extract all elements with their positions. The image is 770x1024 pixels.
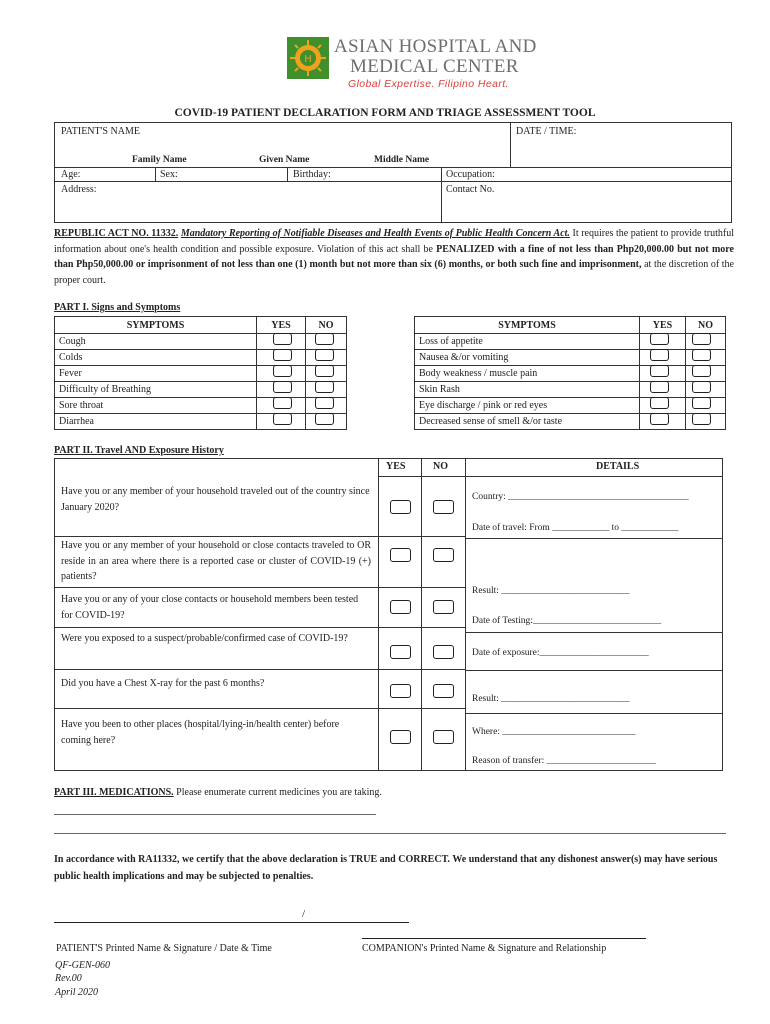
checkbox-travel-yes[interactable] bbox=[390, 500, 411, 514]
question-other-places: Have you been to other places (hospital/lying-in/health center) before coming here? bbox=[61, 719, 340, 746]
checkbox-appetite-no[interactable] bbox=[692, 333, 711, 345]
symptom-cough: Cough bbox=[55, 334, 257, 350]
symptom-eye-discharge: Eye discharge / pink or red eyes bbox=[415, 398, 640, 414]
birthday-label: Birthday: bbox=[293, 169, 331, 180]
detail-reason-transfer[interactable]: Reason of transfer: _______________________ bbox=[472, 756, 656, 766]
date-time-label: DATE / TIME: bbox=[516, 126, 577, 137]
hospital-name-line1: ASIAN HOSPITAL AND bbox=[334, 36, 537, 57]
form-date: April 2020 bbox=[55, 987, 99, 998]
no-header-right: NO bbox=[686, 317, 726, 334]
symptom-difficulty-breathing: Difficulty of Breathing bbox=[55, 382, 257, 398]
checkbox-weakness-yes[interactable] bbox=[650, 365, 669, 377]
yes-header-right: YES bbox=[640, 317, 686, 334]
symptom-fever: Fever bbox=[55, 366, 257, 382]
detail-test-result[interactable]: Result: ___________________________ bbox=[472, 586, 630, 596]
symptoms-table-right bbox=[414, 316, 726, 430]
symptom-diarrhea: Diarrhea bbox=[55, 414, 257, 430]
act-title: REPUBLIC ACT NO. 11332. bbox=[54, 228, 179, 239]
detail-xray-result[interactable]: Result: ___________________________ bbox=[472, 694, 630, 704]
checkbox-covid-area-no[interactable] bbox=[433, 548, 454, 562]
symptoms-header-right: SYMPTOMS bbox=[415, 317, 640, 334]
checkbox-exposed-yes[interactable] bbox=[390, 645, 411, 659]
question-xray: Did you have a Chest X-ray for the past 6 months? bbox=[61, 678, 265, 689]
checkbox-diarrhea-no[interactable] bbox=[315, 413, 334, 425]
checkbox-xray-no[interactable] bbox=[433, 684, 454, 698]
patient-signature-line[interactable] bbox=[54, 922, 409, 923]
travel-no-header: NO bbox=[433, 461, 448, 472]
medication-line-1[interactable] bbox=[54, 814, 376, 815]
symptom-colds: Colds bbox=[55, 350, 257, 366]
checkbox-nausea-yes[interactable] bbox=[650, 349, 669, 361]
symptom-skin-rash: Skin Rash bbox=[415, 382, 640, 398]
checkbox-eye-no[interactable] bbox=[692, 397, 711, 409]
symptom-loss-appetite: Loss of appetite bbox=[415, 334, 640, 350]
detail-travel-date[interactable]: Date of travel: From ____________ to ____________ bbox=[472, 523, 679, 533]
contact-label: Contact No. bbox=[446, 184, 495, 195]
yes-header: YES bbox=[257, 317, 306, 334]
form-code: QF-GEN-060 bbox=[55, 960, 110, 971]
travel-yes-header: YES bbox=[386, 461, 406, 472]
checkbox-eye-yes[interactable] bbox=[650, 397, 669, 409]
travel-details-header: DETAILS bbox=[596, 461, 640, 472]
checkbox-fever-no[interactable] bbox=[315, 365, 334, 377]
checkbox-cough-no[interactable] bbox=[315, 333, 334, 345]
companion-signature-label: COMPANION's Printed Name & Signature and Relationship bbox=[362, 943, 607, 954]
checkbox-fever-yes[interactable] bbox=[273, 365, 292, 377]
hospital-name-line2: MEDICAL CENTER bbox=[350, 56, 519, 77]
checkbox-breathing-yes[interactable] bbox=[273, 381, 292, 393]
svg-text:H: H bbox=[304, 54, 312, 65]
question-travel-abroad: Have you or any member of your household traveled out of the country since January 2020? bbox=[61, 486, 370, 513]
symptom-smell-taste: Decreased sense of smell &/or taste bbox=[415, 414, 640, 430]
symptom-body-weakness: Body weakness / muscle pain bbox=[415, 366, 640, 382]
detail-testing-date[interactable]: Date of Testing:___________________________ bbox=[472, 616, 662, 626]
part2-title: PART II. Travel AND Exposure History bbox=[54, 445, 224, 456]
checkbox-nausea-no[interactable] bbox=[692, 349, 711, 361]
checkbox-breathing-no[interactable] bbox=[315, 381, 334, 393]
checkbox-other-places-no[interactable] bbox=[433, 730, 454, 744]
patient-name-label: PATIENT'S NAME bbox=[61, 126, 140, 137]
checkbox-colds-no[interactable] bbox=[315, 349, 334, 361]
checkbox-covid-area-yes[interactable] bbox=[390, 548, 411, 562]
checkbox-colds-yes[interactable] bbox=[273, 349, 292, 361]
hospital-tagline: Global Expertise. Filipino Heart. bbox=[348, 78, 509, 90]
act-penalty: PENALIZED with a fine of not less than Php20,000.00 but not more than Php50,000.00 or imprisonment of not less than one (1) month but not more than six (6) months, or both such fine and imprisonment, bbox=[54, 243, 734, 270]
checkbox-appetite-yes[interactable] bbox=[650, 333, 669, 345]
checkbox-diarrhea-yes[interactable] bbox=[273, 413, 292, 425]
signature-slash: / bbox=[302, 908, 306, 920]
age-label: Age: bbox=[61, 169, 81, 180]
checkbox-sore-throat-no[interactable] bbox=[315, 397, 334, 409]
checkbox-rash-no[interactable] bbox=[692, 381, 711, 393]
symptom-sore-throat: Sore throat bbox=[55, 398, 257, 414]
question-tested: Have you or any of your close contacts or household members been tested for COVID-19? bbox=[61, 594, 359, 621]
symptom-nausea: Nausea &/or vomiting bbox=[415, 350, 640, 366]
checkbox-xray-yes[interactable] bbox=[390, 684, 411, 698]
checkbox-exposed-no[interactable] bbox=[433, 645, 454, 659]
occupation-label: Occupation: bbox=[446, 169, 495, 180]
checkbox-smell-no[interactable] bbox=[692, 413, 711, 425]
certification-statement: In accordance with RA11332, we certify that the above declaration is TRUE and CORRECT. We understand that any dishonest answer(s) may have serious public health implications and may be subjected to penalties. bbox=[54, 854, 718, 882]
hospital-logo bbox=[287, 37, 329, 79]
detail-exposure-date[interactable]: Date of exposure:_______________________ bbox=[472, 648, 649, 658]
act-text-2: at the discretion of the proper court. bbox=[54, 259, 734, 286]
sex-label: Sex: bbox=[160, 169, 178, 180]
family-name-label: Family Name bbox=[132, 155, 187, 165]
no-header: NO bbox=[306, 317, 347, 334]
part1-title: PART I. Signs and Symptoms bbox=[54, 302, 181, 313]
checkbox-tested-no[interactable] bbox=[433, 600, 454, 614]
checkbox-smell-yes[interactable] bbox=[650, 413, 669, 425]
detail-where[interactable]: Where: ____________________________ bbox=[472, 727, 636, 737]
act-name: Mandatory Reporting of Notifiable Diseases and Health Events of Public Health Concern Act. bbox=[180, 228, 570, 239]
act-text: It requires the patient to provide truthful information about one's health condition and possible exposure. Violation of this act shall be bbox=[54, 228, 735, 255]
republic-act-paragraph bbox=[54, 226, 734, 288]
given-name-label: Given Name bbox=[259, 155, 310, 165]
question-covid-area: Have you or any member of your household or close contacts traveled to OR reside in an area where there is a reported case or cluster of COVID-19 (+) patients? bbox=[61, 540, 371, 582]
checkbox-travel-no[interactable] bbox=[433, 500, 454, 514]
question-exposed: Were you exposed to a suspect/probable/confirmed case of COVID-19? bbox=[61, 633, 348, 644]
detail-country[interactable]: Country: ______________________________________ bbox=[472, 492, 689, 502]
patient-signature-label: PATIENT'S Printed Name & Signature / Date & Time bbox=[56, 943, 272, 954]
part3-text: Please enumerate current medicines you are taking. bbox=[176, 787, 382, 798]
checkbox-rash-yes[interactable] bbox=[650, 381, 669, 393]
middle-name-label: Middle Name bbox=[374, 155, 430, 165]
address-label: Address: bbox=[61, 184, 97, 195]
part3-section bbox=[54, 787, 382, 798]
checkbox-tested-yes[interactable] bbox=[390, 600, 411, 614]
symptoms-table-left bbox=[54, 316, 347, 430]
form-revision: Rev.00 bbox=[55, 973, 82, 984]
checkbox-weakness-no[interactable] bbox=[692, 365, 711, 377]
part3-title: PART III. MEDICATIONS. bbox=[54, 787, 174, 798]
checkbox-other-places-yes[interactable] bbox=[390, 730, 411, 744]
form-title: COVID-19 PATIENT DECLARATION FORM AND TRIAGE ASSESSMENT TOOL bbox=[174, 107, 596, 119]
checkbox-cough-yes[interactable] bbox=[273, 333, 292, 345]
companion-signature-line[interactable] bbox=[362, 938, 646, 939]
checkbox-sore-throat-yes[interactable] bbox=[273, 397, 292, 409]
medication-line-2[interactable] bbox=[54, 833, 726, 834]
symptoms-header: SYMPTOMS bbox=[55, 317, 257, 334]
